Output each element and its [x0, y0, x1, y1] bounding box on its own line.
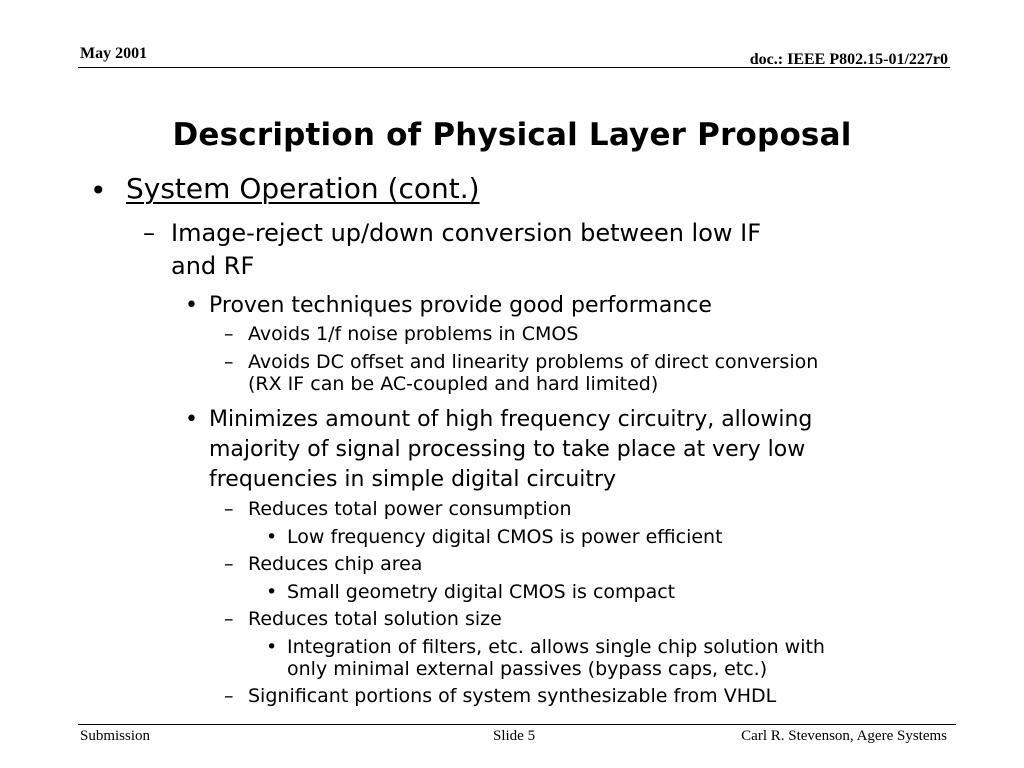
bullet-minimizes-line2: majority of signal processing to take place at very low	[209, 437, 806, 462]
bullet-l5-icon: •	[266, 581, 278, 603]
footer-slide-number: Slide 5	[493, 728, 536, 744]
dash-l4-icon: –	[224, 498, 234, 520]
subpoint-solution-size: Reduces total solution size	[248, 608, 502, 630]
subpoint-dc-offset-line1: Avoids DC offset and linearity problems of direct conversion	[248, 351, 819, 373]
bullet-system-operation: System Operation (cont.)	[126, 172, 480, 205]
dash-l4-icon: –	[224, 351, 234, 373]
bullet-l5-icon: •	[266, 526, 278, 548]
subpoint-dc-offset-line2: (RX IF can be AC-coupled and hard limited)	[248, 373, 659, 395]
subpoint-image-reject-line2: and RF	[171, 252, 255, 280]
dash-l2-icon: –	[143, 219, 155, 247]
header-date: May 2001	[80, 45, 148, 62]
slide-title: Description of Physical Layer Proposal	[172, 117, 852, 153]
dash-l4-icon: –	[224, 608, 234, 630]
subpoint-power-consumption: Reduces total power consumption	[248, 498, 572, 520]
bullet-l5-icon: •	[266, 636, 278, 658]
subpoint-integration-line2: only minimal external passives (bypass caps, etc.)	[287, 658, 768, 680]
bullet-minimizes-line3: frequencies in simple digital circuitry	[209, 467, 617, 492]
footer-submission: Submission	[80, 728, 151, 744]
footer-divider	[78, 724, 956, 725]
bullet-proven-techniques: Proven techniques provide good performance	[209, 293, 712, 318]
dash-l4-icon: –	[224, 685, 234, 707]
subpoint-power-efficient: Low frequency digital CMOS is power efficient	[287, 526, 723, 548]
subpoint-image-reject-line1: Image-reject up/down conversion between low IF	[171, 219, 762, 247]
footer-author: Carl R. Stevenson, Agere Systems	[741, 728, 947, 744]
subpoint-compact: Small geometry digital CMOS is compact	[287, 581, 676, 603]
header-doc-id: doc.: IEEE P802.15-01/227r0	[749, 51, 948, 68]
dash-l4-icon: –	[224, 553, 234, 575]
dash-l4-icon: –	[224, 323, 234, 345]
header-divider	[78, 67, 950, 68]
bullet-l1-icon: •	[90, 174, 107, 207]
bullet-l3-icon: •	[185, 293, 198, 318]
subpoint-integration-line1: Integration of filters, etc. allows single chip solution with	[287, 636, 825, 658]
subpoint-chip-area: Reduces chip area	[248, 553, 423, 575]
subpoint-1f-noise: Avoids 1/f noise problems in CMOS	[248, 323, 579, 345]
bullet-l3-icon: •	[185, 407, 198, 432]
bullet-minimizes-line1: Minimizes amount of high frequency circuitry, allowing	[209, 407, 813, 432]
subpoint-vhdl: Significant portions of system synthesizable from VHDL	[248, 685, 777, 707]
